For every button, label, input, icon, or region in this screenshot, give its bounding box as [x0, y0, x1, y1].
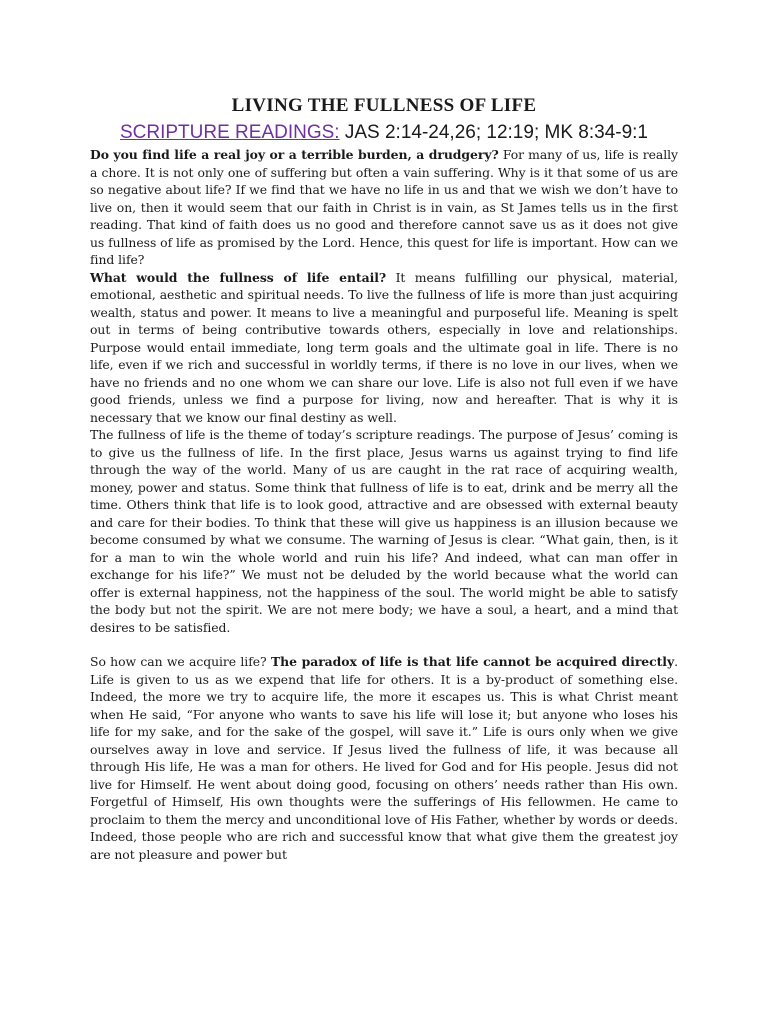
scripture-readings-label: SCRIPTURE READINGS: — [119, 122, 340, 143]
paragraph-spacer — [90, 636, 678, 653]
paragraph-1-body: For many of us, life is really a chore. It is not only one of suffering but often a vain suffering. Why is it that some of us are so negative about life? If we find that we have no life in us and that we wish we don’t have to live on, then it would seem that our faith in Christ is in vain, as St James tells us in the first reading. That kind of faith does us no good and therefore cannot save us as it does not give us fullness of life as promised by the Lord. Hence, this quest for life is important. How can we find life? — [90, 147, 679, 267]
paragraph-4-bold-statement: The paradox of life is that life cannot be acquired directly — [270, 654, 675, 669]
scripture-references: JAS 2:14-24,26; 12:19; MK 8:34-9:1 — [339, 122, 648, 143]
paragraph-2 — [90, 269, 678, 427]
document-page — [90, 92, 678, 863]
paragraph-2-lead-question: What would the fullness of life entail? — [90, 269, 387, 285]
paragraph-2-body: It means fulfilling our physical, material, emotional, aesthetic and spiritual needs. To live the fullness of life is more than just acquiring wealth, status and power. It means to live a meaningful and purposeful life. Meaning is spelt out in terms of being contributive towards others, especially in love and relationships. Purpose would entail immediate, long term goals and the ultimate goal in life. There is no life, even if we rich and successful in worldly terms, if there is no love in our lives, when we have no friends and no one whom we can share our love. Life is also not full even if we have good friends, unless we find a purpose for living, now and hereafter. That is why it is necessary that we know our final destiny as well. — [90, 269, 678, 425]
paragraph-3-body: The fullness of life is the theme of today’s scripture readings. The purpose of Jesus’ coming is to give us the fullness of life. In the first place, Jesus warns us against trying to find life through the way of the world. Many of us are caught in the rat race of acquiring wealth, money, power and status. Some think that fullness of life is to eat, drink and be merry all the time. Others think that life is to look good, attractive and are obsessed with external beauty and care for their bodies. To think that these will give us happiness is an illusion because we become consumed by what we consume. The warning of Jesus is clear. “What gain, then, is it for a man to win the whole world and ruin his life? And indeed, what can man offer in exchange for his life?” We must not be deluded by the world because what the world can offer is external happiness, not the happiness of the soul. The world might be able to satisfy the body but not the spirit. We are not mere body; we have a soul, a heart, and a mind that desires to be satisfied. — [90, 427, 678, 635]
scripture-readings-heading — [90, 120, 678, 145]
paragraph-3 — [90, 426, 678, 636]
paragraph-1 — [90, 146, 678, 269]
paragraph-4 — [90, 653, 678, 863]
paragraph-4-body: . Life is given to us as we expend that life for others. It is a by-product of something else. Indeed, the more we try to acquire life, the more it escapes us. This is what Christ meant when He said, “For anyone who wants to save his life will lose it; but anyone who loses his life for my sake, and for the sake of the gospel, will save it.” Life is ours only when we give ourselves away in love and service. If Jesus lived the fullness of life, it was because all through His life, He was a man for others. He lived for God and for His people. Jesus did not live for Himself. He went about doing good, focusing on others’ needs rather than His own. Forgetful of Himself, His own thoughts were the sufferings of His fellowmen. He came to proclaim to them the mercy and unconditional love of His Father, whether by words or deeds. Indeed, those people who are rich and successful know that what give them the greatest joy are not pleasure and power but — [90, 654, 678, 862]
document-title: LIVING THE FULLNESS OF LIFE — [231, 95, 537, 116]
paragraph-1-lead-question: Do you find life a real joy or a terrible burden, a drudgery? — [90, 147, 499, 162]
paragraph-4-lead: So how can we acquire life? — [90, 654, 271, 669]
